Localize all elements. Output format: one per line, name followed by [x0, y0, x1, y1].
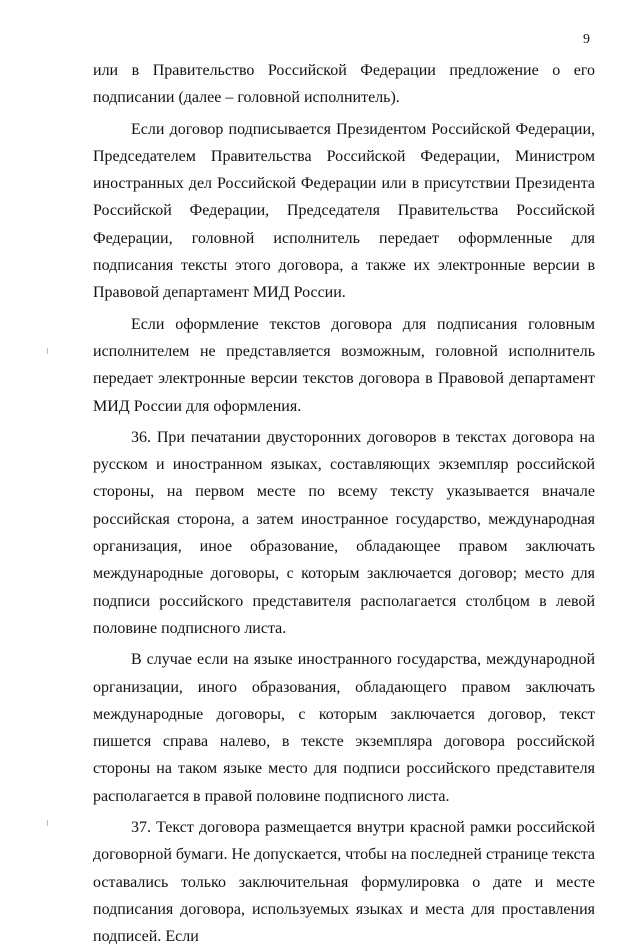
paragraph-37: 37. Текст договора размещается внутри красной рамки российской договорной бумаги. Не допускается, чтобы на последней странице текста оставались только заключительная формулировка о дате и месте подписания договора, используемых языках и места для проставления подписей. Если [93, 819, 596, 946]
paragraph-president-signing: Если договор подписывается Президентом Российской Федерации, Председателем Правительства Российской Федерации, Министром иностранных дел Российской Федерации или в присутствии Президента Российской Федерации, Председателя Правительства Российской Федерации, головной исполнитель передает оформленные для подписания тексты этого договора, а также их электронные версии в Правовой департамент МИД России. [93, 120, 595, 302]
paragraph-formatting-impossible: Если оформление текстов договора для подписания головным исполнителем не представляется возможным, головной исполнитель передает электронные версии текстов договора в Правовой департамент МИД России для оформления. [93, 315, 595, 415]
margin-mark [47, 348, 48, 354]
paragraph-36: 36. При печатании двусторонних договоров в текстах договора на русском и иностранном языках, составляющих экземпляр российской стороны, на первом месте по всему тексту указывается вначале российская сторона, а затем иностранное государство, международная организация, иное образование, обладающее правом заключать международные договоры, с которым заключается договор; место для подписи российского представителя располагается столбцом в левой половине подписного листа. [93, 428, 595, 637]
paragraph-right-to-left: В случае если на языке иностранного государства, международной организации, иного образования, обладающего правом заключать международные договоры, с которым заключается договор, текст пишется справа налево, в тексте экземпляра договора российской стороны на таком языке место для подписи российского представителя располагается в правой половине подписного листа. [93, 651, 595, 805]
paragraph-continuation: или в Правительство Российской Федерации предложение о его подписании (далее – головной исполнитель). [93, 62, 595, 107]
document-body [93, 57, 595, 951]
margin-mark [47, 820, 48, 826]
page-number: 9 [583, 32, 590, 47]
